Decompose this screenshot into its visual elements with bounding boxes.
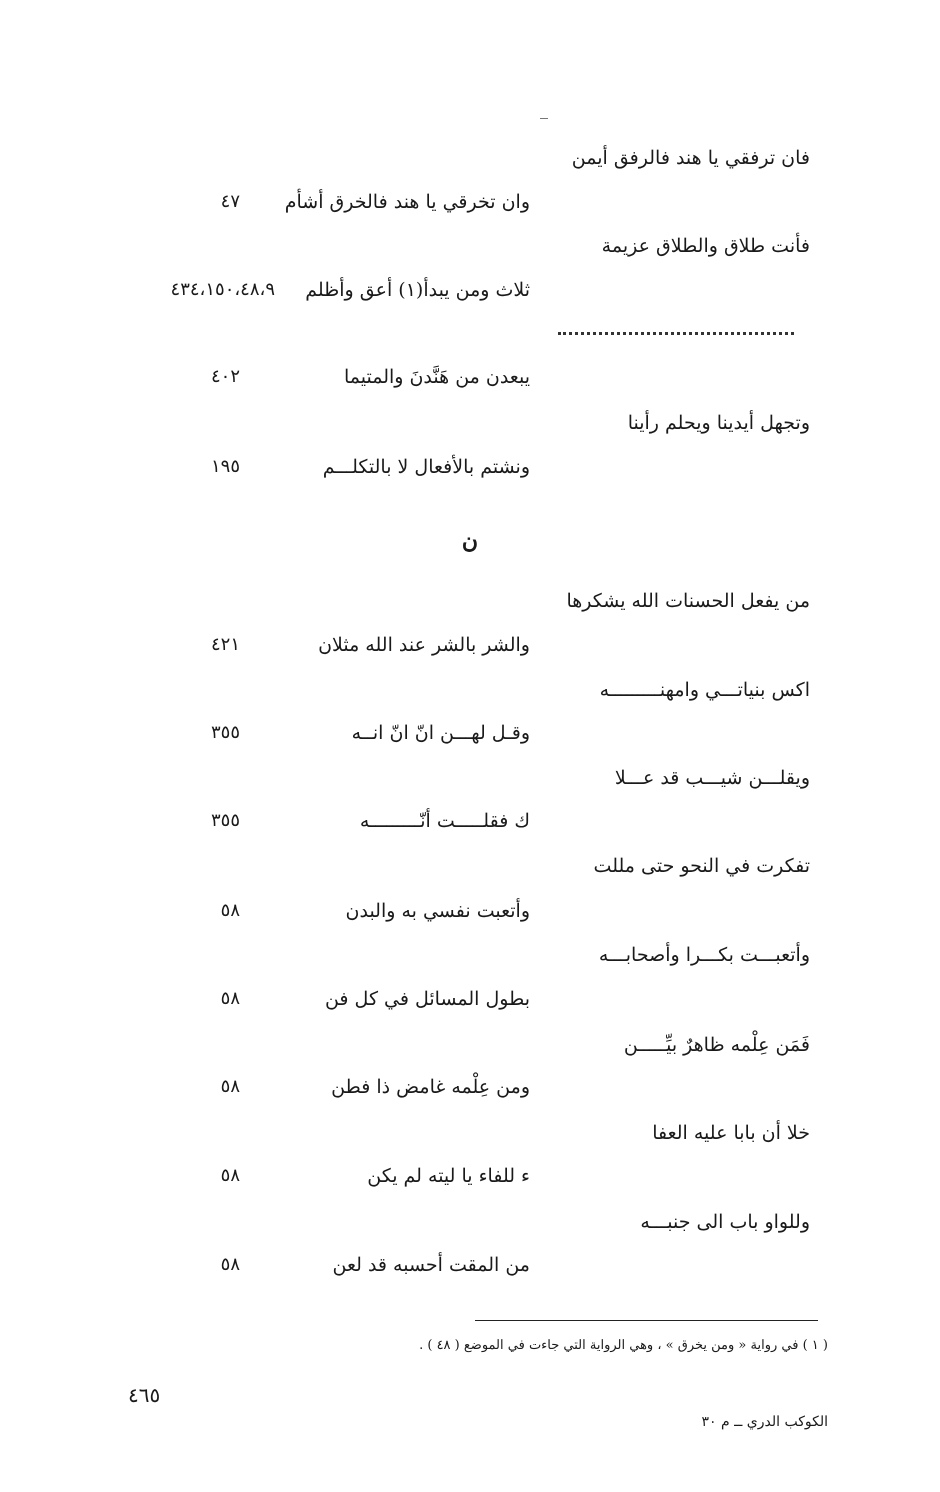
verse-line: وأتعبت نفسي به والبدن bbox=[345, 900, 530, 922]
verse-line: وتجهل أيدينا ويحلم رأينا bbox=[627, 412, 810, 434]
printer-signature: الكوكب الدري ــ م ٣٠ bbox=[701, 1414, 828, 1430]
verse-page-ref: ٥٨ bbox=[220, 1254, 240, 1275]
print-mark bbox=[540, 118, 548, 119]
section-letter: ن bbox=[461, 528, 479, 554]
verse-line: فَمَن عِلْمه ظاهرٌ بيِّـــــن bbox=[623, 1034, 810, 1056]
verse-line: وان تخرقي يا هند فالخرق أشأم bbox=[284, 191, 530, 213]
verse-page-ref: ٣٥٥ bbox=[210, 722, 240, 743]
verse-page-ref: ٣٥٥ bbox=[210, 810, 240, 831]
verse-line: فان ترفقي يا هند فالرفق أيمن bbox=[571, 147, 810, 169]
verse-line: من يفعل الحسنات الله يشكرها bbox=[566, 590, 810, 612]
ellipsis-separator bbox=[558, 332, 794, 335]
verse-line: بطول المسائل في كل فن bbox=[324, 988, 530, 1010]
verse-line: وللواو باب الى جنبـــه bbox=[640, 1211, 810, 1233]
verse-line: ويقلـــن شيـــب قد عـــلا bbox=[614, 767, 810, 789]
verse-line: اكس بنياتـــي وامهنـــــــــه bbox=[599, 679, 810, 701]
verse-page-ref: ١٩٥ bbox=[210, 456, 240, 477]
verse-line: من المقت أحسبه قد لعن bbox=[332, 1254, 530, 1276]
verse-line: تفكرت في النحو حتى مللت bbox=[593, 855, 810, 877]
verse-line: خلا أن بابا عليه العفا bbox=[652, 1122, 810, 1144]
footnote: ( ١ ) في رواية « ومن يخرق » ، وهي الرواية التي جاءت في الموضع ( ٤٨ ) . bbox=[419, 1338, 828, 1353]
verse-line: فأنت طلاق والطلاق عزيمة bbox=[601, 235, 810, 257]
verse-line: يبعدن من هَنَّدنَ والمتيما bbox=[343, 366, 530, 388]
verse-line: وأتعبـــت بكـــرا وأصحابـــه bbox=[598, 944, 810, 966]
verse-line: ء للفاء يا ليته لم يكن bbox=[367, 1165, 530, 1187]
verse-page-ref: ٤٢١ bbox=[210, 634, 240, 655]
verse-page-ref: ٥٨ bbox=[220, 1165, 240, 1186]
verse-page-ref: ٤٣٤،١٥٠،٤٨،٩ bbox=[170, 279, 275, 300]
verse-page-ref: ٤٧ bbox=[220, 191, 240, 212]
verse-line: والشر بالشر عند الله مثلان bbox=[318, 634, 530, 656]
verse-page-ref: ٥٨ bbox=[220, 900, 240, 921]
verse-line: ثلاث ومن يبدأ(١) أعق وأظلم bbox=[305, 279, 530, 301]
verse-line: وقـل لهـــن انّ انّ انــه bbox=[351, 722, 530, 744]
verse-line: ك فقلـــــت أنّـــــــــه bbox=[359, 810, 530, 832]
verse-line: ومن عِلْمه غامض ذا فطن bbox=[331, 1076, 530, 1098]
verse-page-ref: ٥٨ bbox=[220, 1076, 240, 1097]
verse-page-ref: ٤٠٢ bbox=[210, 366, 240, 387]
verse-page-ref: ٥٨ bbox=[220, 988, 240, 1009]
footnote-divider bbox=[475, 1320, 818, 1321]
verse-line: ونشتم بالأفعال لا بالتكلـــم bbox=[322, 456, 530, 478]
page-number: ٤٦٥ bbox=[128, 1383, 161, 1407]
